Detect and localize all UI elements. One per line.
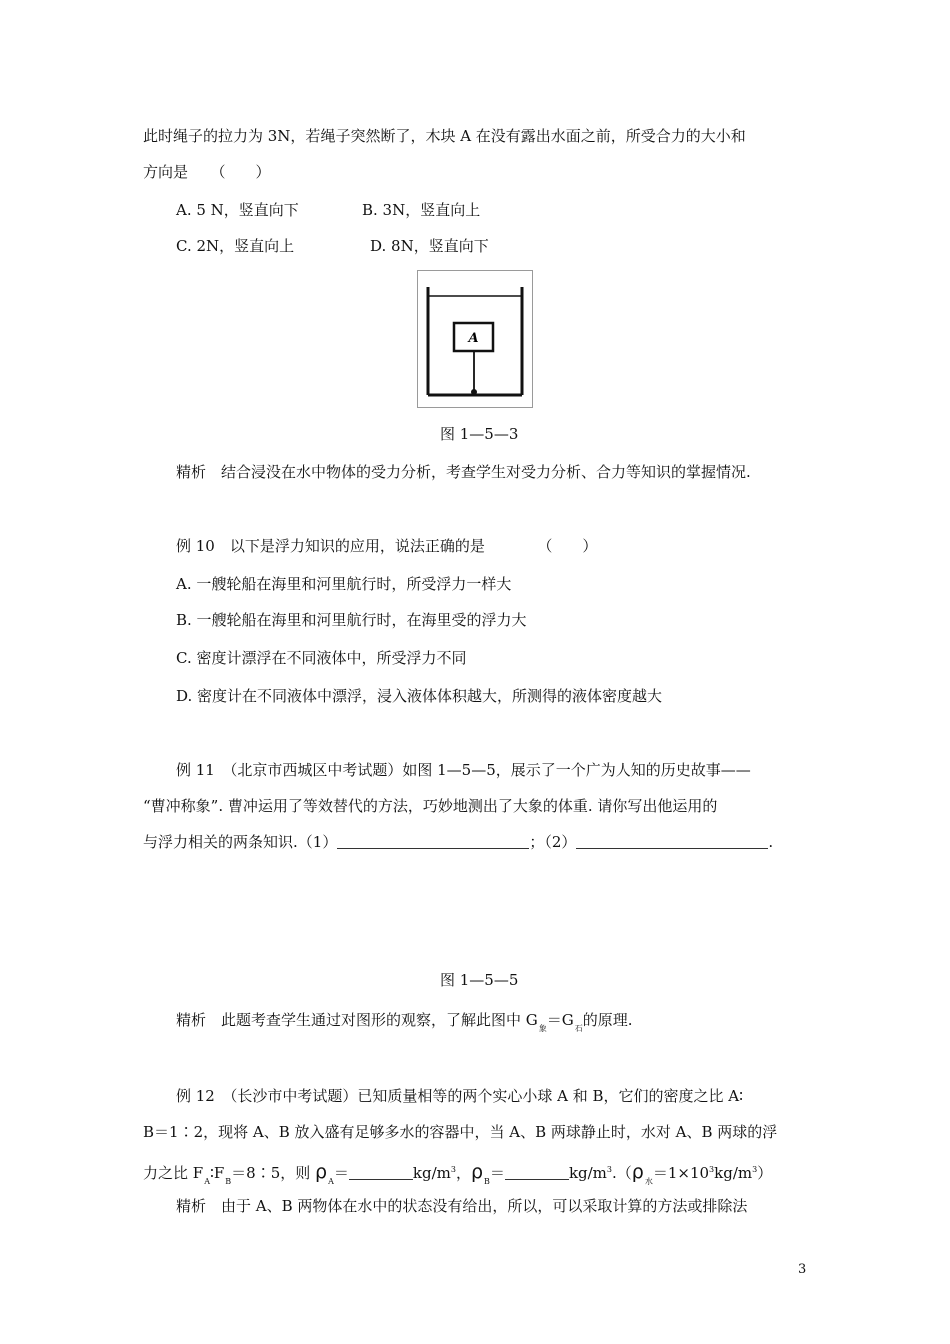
rho-symbol-a: ρ bbox=[315, 1161, 328, 1183]
analysis-text: 结合浸没在水中物体的受力分析，考查学生对受力分析、合力等知识的掌握情况. bbox=[221, 463, 751, 481]
figure-caption-1-5-5: 图 1—5—5 bbox=[440, 971, 519, 989]
container-block-diagram bbox=[418, 271, 532, 407]
analysis-text: 由于 A、B 两物体在水中的状态没有给出，所以，可以采取计算的方法或排除法 bbox=[221, 1197, 748, 1215]
q10-option-b: B. 一艘轮船在海里和河里航行时，在海里受的浮力大 bbox=[176, 611, 527, 629]
water-density-exponent: 3 bbox=[709, 1165, 715, 1174]
q9-option-a: A. 5 N，竖直向下 bbox=[176, 201, 299, 219]
block-a-label: A bbox=[468, 331, 479, 346]
q10-option-d: D. 密度计在不同液体中漂浮，浸入液体体积越大，所测得的液体密度越大 bbox=[176, 687, 663, 705]
analysis-suffix: 的原理. bbox=[582, 1011, 633, 1029]
q11-analysis bbox=[176, 1010, 633, 1039]
q12-analysis bbox=[176, 1196, 747, 1216]
q11-line3-end: . bbox=[768, 833, 774, 851]
comma: ， bbox=[455, 1164, 471, 1182]
subscript-a: A bbox=[204, 1177, 210, 1186]
answer-blank-rho-a[interactable] bbox=[349, 1165, 413, 1180]
q11-line2: “曹冲称象”. 曹冲运用了等效替代的方法，巧妙地测出了大象的体重. 请你写出他运用的 bbox=[143, 797, 718, 815]
analysis-label: 精析 bbox=[176, 1197, 207, 1215]
subscript-elephant: 象 bbox=[538, 1024, 547, 1033]
q10-option-a: A. 一艘轮船在海里和河里航行时，所受浮力一样大 bbox=[176, 575, 512, 593]
unit-a-exponent: 3 bbox=[450, 1165, 456, 1174]
q9-option-d: D. 8N，竖直向下 bbox=[370, 237, 489, 255]
subscript-stone: 石 bbox=[574, 1024, 583, 1033]
page-number: 3 bbox=[798, 1262, 807, 1277]
q12-line1: 例 12 （长沙市中考试题）已知质量相等的两个实心小球 A 和 B，它们的密度之比 A∶ bbox=[176, 1087, 744, 1105]
figure-container-diagram bbox=[417, 270, 533, 408]
subscript-b: B bbox=[225, 1177, 232, 1186]
text-ratio-value: ＝8∶5，则 bbox=[231, 1164, 316, 1182]
q9-stem-line2: 方向是 （ ） bbox=[143, 163, 271, 181]
q11-line3 bbox=[143, 832, 773, 852]
water-density-value: ＝1×10 bbox=[652, 1164, 710, 1182]
q9-stem-line1: 此时绳子的拉力为 3N，若绳子突然断了，木块 A 在没有露出水面之前，所受合力的大小和 bbox=[143, 127, 746, 145]
answer-blank-1[interactable] bbox=[337, 834, 529, 849]
analysis-prefix: 此题考查学生通过对图形的观察，了解此图中 G bbox=[221, 1011, 538, 1029]
subscript-rho-b: B bbox=[484, 1177, 490, 1186]
q10-stem: 例 10 以下是浮力知识的应用，说法正确的是 （ ） bbox=[176, 537, 598, 555]
subscript-rho-a: A bbox=[328, 1177, 334, 1186]
analysis-label: 精析 bbox=[176, 463, 207, 481]
q11-line1: 例 11 （北京市西城区中考试题）如图 1—5—5，展示了一个广为人知的历史故事—— bbox=[176, 761, 751, 779]
q9-option-b: B. 3N，竖直向上 bbox=[362, 201, 481, 219]
text-ratio-prefix: 力之比 F bbox=[143, 1164, 204, 1182]
period-open: .（ bbox=[612, 1164, 632, 1182]
analysis-equals: ＝G bbox=[546, 1011, 574, 1029]
unit-b: kg/m bbox=[568, 1164, 607, 1182]
analysis-label: 精析 bbox=[176, 1011, 207, 1029]
rope-anchor bbox=[471, 389, 477, 395]
text-ratio-sep: ∶F bbox=[209, 1164, 225, 1182]
rho-symbol-b: ρ bbox=[470, 1161, 484, 1183]
answer-blank-rho-b[interactable] bbox=[505, 1165, 569, 1180]
unit-water-exponent: 3 bbox=[752, 1165, 758, 1174]
equals-a: ＝ bbox=[333, 1164, 349, 1182]
q11-line3-mid: ；（2） bbox=[529, 833, 577, 851]
subscript-water: 水 bbox=[644, 1177, 653, 1186]
q9-analysis bbox=[176, 462, 751, 482]
q12-line3 bbox=[143, 1160, 772, 1192]
figure-caption-1-5-3: 图 1—5—3 bbox=[440, 425, 519, 443]
answer-blank-2[interactable] bbox=[576, 834, 768, 849]
q12-line2: B＝1∶2，现将 A、B 放入盛有足够多水的容器中，当 A、B 两球静止时，水对 A、B 两球的浮 bbox=[143, 1123, 778, 1141]
q11-line3-prefix: 与浮力相关的两条知识.（1） bbox=[143, 833, 338, 851]
unit-water: kg/m bbox=[714, 1164, 753, 1182]
unit-a: kg/m bbox=[412, 1164, 451, 1182]
rho-symbol-water: ρ bbox=[631, 1161, 644, 1183]
equals-b: ＝ bbox=[489, 1164, 505, 1182]
close-paren: ） bbox=[757, 1164, 773, 1182]
q10-option-c: C. 密度计漂浮在不同液体中，所受浮力不同 bbox=[176, 649, 467, 667]
unit-b-exponent: 3 bbox=[606, 1165, 612, 1174]
q9-option-c: C. 2N，竖直向上 bbox=[176, 237, 295, 255]
